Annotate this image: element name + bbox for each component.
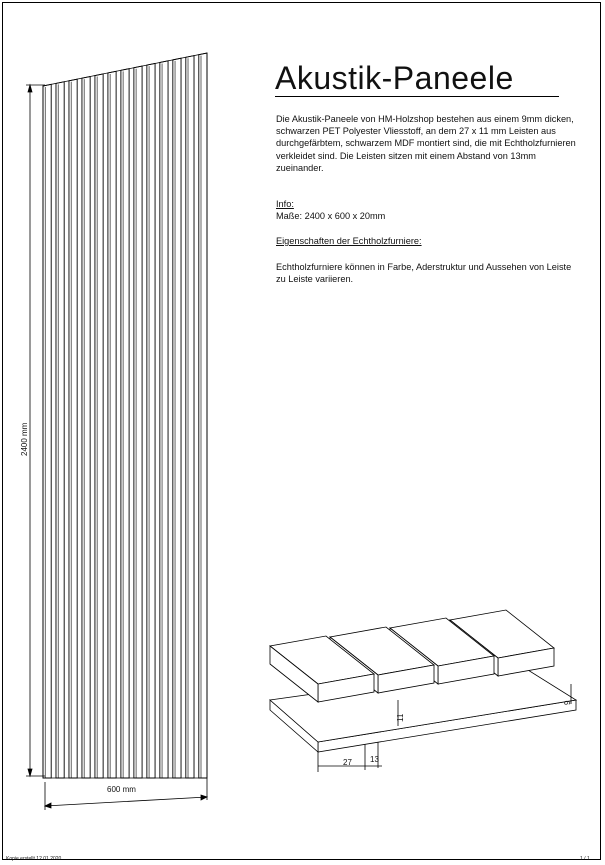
title-underline xyxy=(275,96,559,97)
panel-slat xyxy=(186,56,194,778)
footer-right: 1 / 1 xyxy=(580,856,590,862)
panel-slat xyxy=(43,84,51,778)
panel-slat xyxy=(69,79,77,778)
panel-slat xyxy=(82,77,90,778)
panel-slat xyxy=(173,58,181,778)
intro-paragraph: Die Akustik-Paneele von HM-Holzshop bestehen aus einem 9mm dicken, schwarzen PET Polyester Vliesstoff, an dem 27 x 11 mm Leisten aus durchgefärbtem, schwarzem MDF montiert sind, die mit Echtholzfurnieren verkleidet sind. Die Leisten sitzen mit einem Abstand von 13mm zueinander. xyxy=(276,114,576,173)
panel-front-view xyxy=(43,53,207,778)
gap-label: 13 xyxy=(370,755,379,764)
panel-outline xyxy=(43,53,207,778)
page-title: Akustik-Paneele xyxy=(275,60,514,96)
felt-thickness-label: 9 xyxy=(563,700,572,705)
panel-slat xyxy=(160,61,168,778)
width-dimension-line xyxy=(45,778,207,810)
properties-paragraph: Echtholzfurniere können in Farbe, Aderstruktur und Aussehen von Leiste zu Leiste variieren. xyxy=(276,262,572,285)
panel-slat xyxy=(108,71,116,778)
panel-slat xyxy=(121,69,129,778)
panel-slat xyxy=(56,82,64,778)
panel-slat xyxy=(134,66,142,778)
footer-left: Kopie erstellt 12.01.2020 xyxy=(6,856,62,862)
properties-heading: Eigenschaften der Echtholzfurniere: xyxy=(276,236,422,246)
height-label: 2400 mm xyxy=(20,422,29,456)
dimensions-text: Maße: 2400 x 600 x 20mm xyxy=(276,211,386,221)
slat-profile-detail xyxy=(270,610,576,772)
slat-height-label: 11 xyxy=(396,713,405,722)
panel-slat xyxy=(95,74,103,778)
slat-width-label: 27 xyxy=(343,758,352,767)
panel-slat xyxy=(147,63,155,778)
width-label: 600 mm xyxy=(107,785,136,794)
info-heading: Info: xyxy=(276,199,294,209)
panel-slat xyxy=(199,53,207,778)
